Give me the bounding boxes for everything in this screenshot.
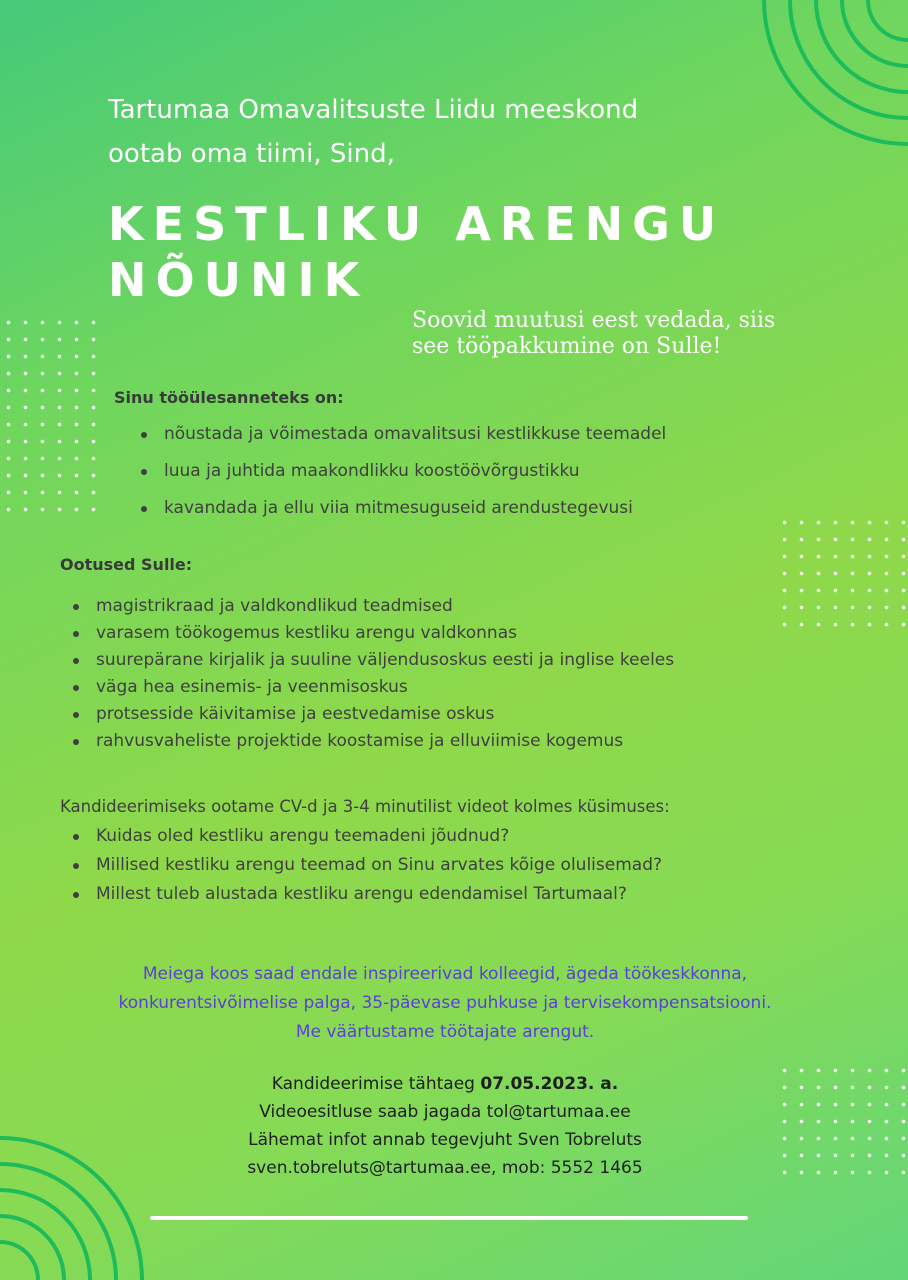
list-item: Millest tuleb alustada kestliku arengu edendamisel Tartumaal? [70, 880, 662, 909]
tasks-list [138, 416, 666, 527]
list-item: rahvusvaheliste projektide koostamise ja elluviimise kogemus [70, 728, 674, 755]
application-questions [70, 822, 662, 909]
expectations-heading: Ootused Sulle: [60, 555, 193, 574]
list-item: nõustada ja võimestada omavalitsusi kestlikkuse teemadel [138, 416, 666, 453]
tagline-line-1: Soovid muutusi eest vedada, siis [412, 308, 776, 333]
job-title-line-1: KESTLIKU ARENGU [108, 197, 726, 251]
job-title [108, 196, 725, 308]
intro-line-1: Tartumaa Omavalitsuste Liidu meeskond [108, 95, 639, 125]
list-item: väga hea esinemis- ja veenmisoskus [70, 674, 674, 701]
intro-line-2: ootab oma tiimi, Sind, [108, 139, 395, 169]
tagline [412, 308, 775, 360]
benefits-line-3: Me väärtustame töötajate arengut. [295, 1022, 595, 1042]
list-item: protsesside käivitamise ja eestvedamise oskus [70, 701, 674, 728]
intro-text [108, 88, 788, 176]
benefits-text [0, 960, 890, 1047]
contact-email-phone: sven.tobreluts@tartumaa.ee, mob: 5552 1465 [247, 1158, 643, 1178]
deadline-label: Kandideerimise tähtaeg [271, 1074, 475, 1094]
job-title-line-2: NÕUNIK [108, 253, 369, 307]
tagline-line-2: see tööpakkumine on Sulle! [412, 334, 722, 359]
list-item: kavandada ja ellu viia mitmesuguseid arendustegevusi [138, 490, 666, 527]
info-line: Lähemat infot annab tegevjuht Sven Tobreluts [248, 1130, 642, 1150]
application-intro: Kandideerimiseks ootame CV-d ja 3-4 minutilist videot kolmes küsimuses: [60, 797, 670, 816]
bottom-divider [150, 1216, 748, 1220]
deadline-line [0, 1070, 890, 1098]
benefits-line-2: konkurentsivõimelise palga, 35-päevase puhkuse ja tervisekompensatsiooni. [118, 993, 772, 1013]
benefits-line-1: Meiega koos saad endale inspireerivad kolleegid, ägeda töökeskkonna, [142, 964, 748, 984]
list-item: luua ja juhtida maakondlikku koostöövõrgustikku [138, 453, 666, 490]
contact-block [0, 1070, 890, 1182]
tasks-heading: Sinu tööülesanneteks on: [114, 388, 344, 407]
expectations-list [70, 593, 674, 755]
list-item: Millised kestliku arengu teemad on Sinu arvates kõige olulisemad? [70, 851, 662, 880]
list-item: varasem töökogemus kestliku arengu valdkonnas [70, 620, 674, 647]
list-item: suurepärane kirjalik ja suuline väljendusoskus eesti ja inglise keeles [70, 647, 674, 674]
video-submission-line: Videoesitluse saab jagada tol@tartumaa.ee [259, 1102, 631, 1122]
dot-grid-right [776, 514, 908, 636]
deadline-value: 07.05.2023. a. [480, 1074, 619, 1094]
list-item: Kuidas oled kestliku arengu teemadeni jõudnud? [70, 822, 662, 851]
list-item: magistrikraad ja valdkondlikud teadmised [70, 593, 674, 620]
dot-grid-left [0, 314, 102, 522]
